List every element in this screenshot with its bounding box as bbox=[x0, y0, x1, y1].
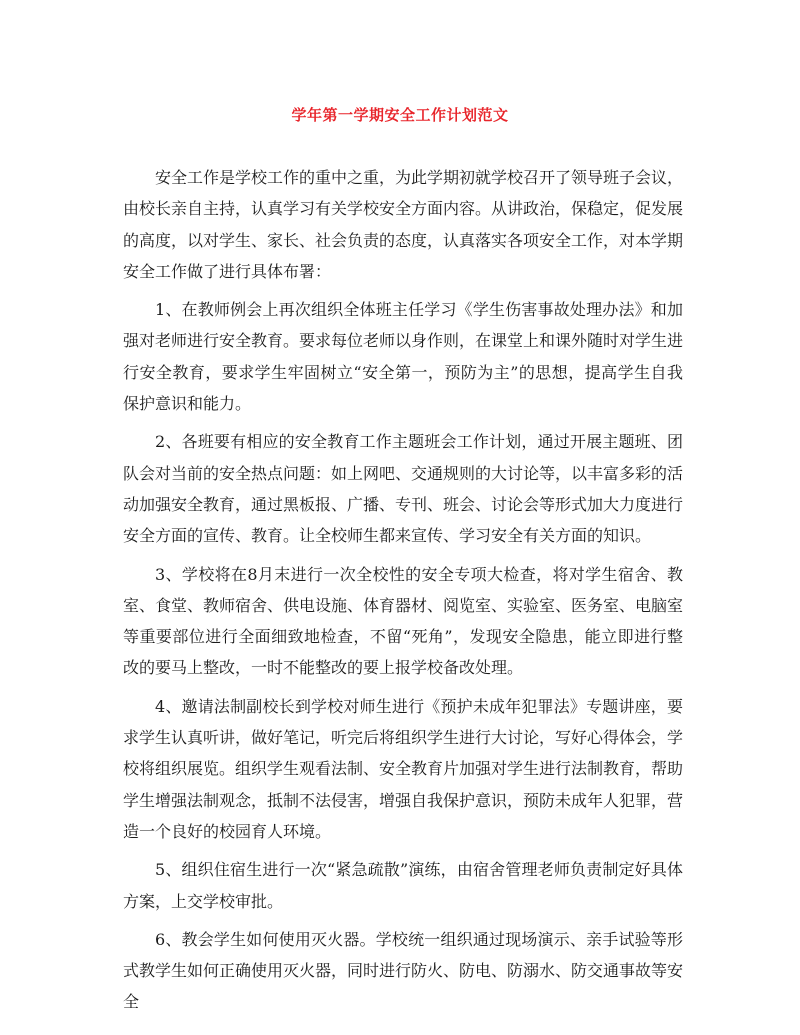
paragraph-intro: 安全工作是学校工作的重中之重，为此学期初就学校召开了领导班子会议，由校长亲自主持，认真学习有关学校安全方面内容。从讲政治，保稳定，促发展的高度，以对学生、家长、社会负责的态度，认真落实各项安全工作，对本学期安全工作做了进行具体布署： bbox=[123, 168, 684, 281]
paragraph-item-3: 3、学校将在8月末进行一次全校性的安全专项大检查，将对学生宿舍、教室、食堂、教师宿舍、供电设施、体育器材、阅览室、实验室、医务室、电脑室等重要部位进行全面细致地检查，不留“死角”，发现安全隐患，能立即进行整改的要马上整改，一时不能整改的要上报学校备改处理。 bbox=[123, 564, 684, 678]
paragraph-item-5: 5、组织住宿生进行一次“紧急疏散”演练，由宿舍管理老师负责制定好具体方案，上交学校审批。 bbox=[123, 860, 683, 911]
document-title: 学年第一学期安全工作计划范文 bbox=[291, 106, 509, 124]
paragraph-item-4: 4、邀请法制副校长到学校对师生进行《预护未成年犯罪法》专题讲座，要求学生认真听讲，做好笔记，听完后将组织学生进行大讨论，写好心得体会，学校将组织展览。组织学生观看法制、安全教育片加强对学生进行法制教育，帮助学生增强法制观念，抵制不法侵害，增强自我保护意识，预防未成年人犯罪，营造一个良好的校园育人环境。 bbox=[123, 696, 684, 841]
document-body bbox=[123, 162, 683, 1025]
paragraph-item-2: 2、各班要有相应的安全教育工作主题班会工作计划，通过开展主题班、团队会对当前的安全热点问题：如上网吧、交通规则的大讨论等，以丰富多彩的活动加强安全教育，通过黑板报、广播、专刊、班会、讨论会等形式加大力度进行安全方面的宣传、教育。让全校师生都来宣传、学习安全有关方面的知识。 bbox=[123, 432, 684, 546]
paragraph-item-6: 6、教会学生如何使用灭火器。学校统一组织通过现场演示、亲手试验等形式教学生如何正确使用灭火器，同时进行防火、防电、防溺水、防交通事故等安全 bbox=[123, 929, 684, 1012]
paragraph-item-1: 1、在教师例会上再次组织全体班主任学习《学生伤害事故处理办法》和加强对老师进行安全教育。要求每位老师以身作则，在课堂上和课外随时对学生进行安全教育，要求学生牢固树立“安全第一，预防为主”的思想，提高学生自我保护意识和能力。 bbox=[123, 300, 684, 414]
